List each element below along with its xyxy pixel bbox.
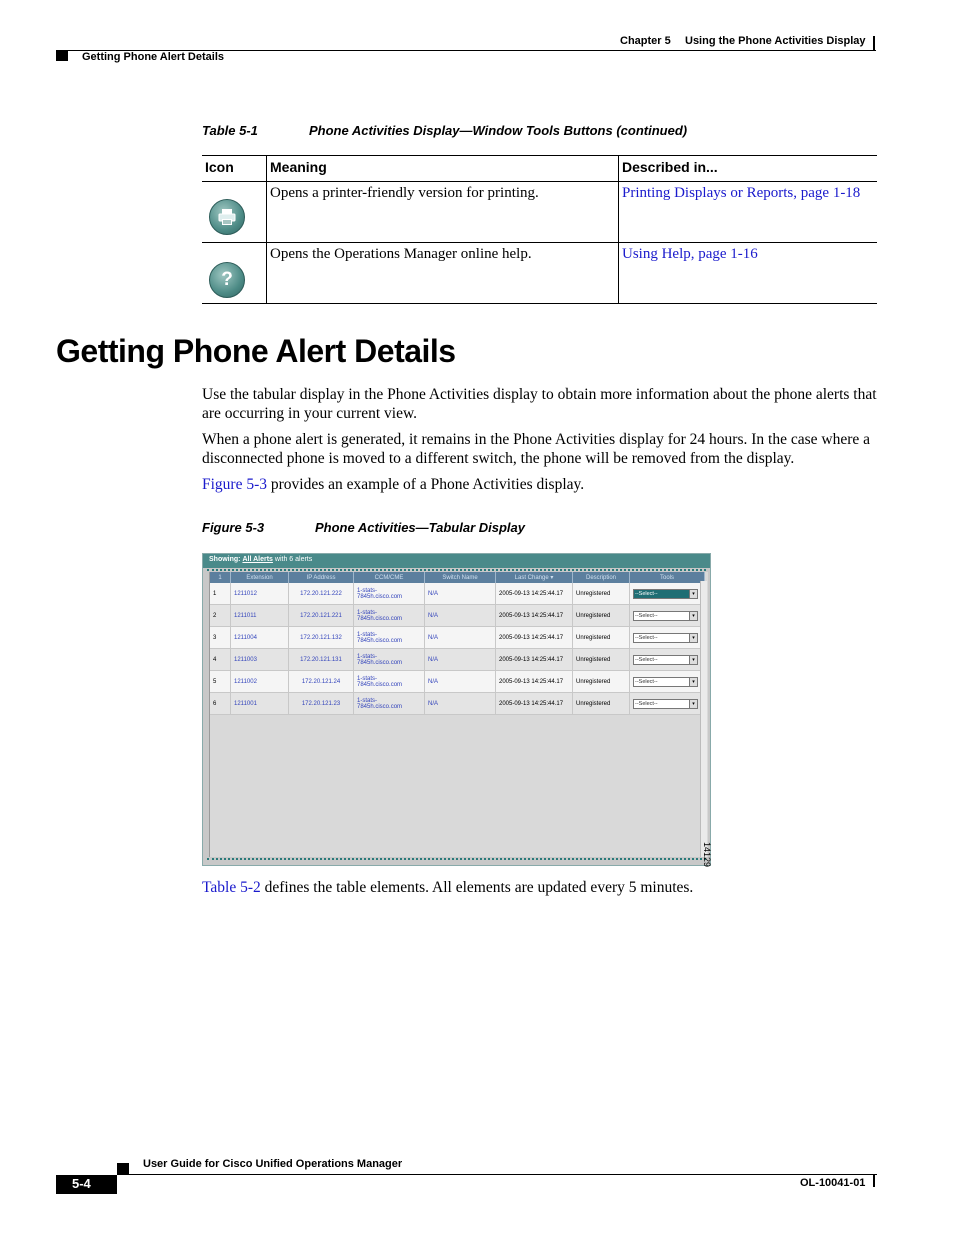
table-row[interactable]: 6 1211001 172.20.121.23 1-stats- 7845h.cisco.com N/A 2005-09-13 14:25:44.17 Unregistered --Select-- ▾	[210, 693, 705, 715]
paragraph-1: Use the tabular display in the Phone Activities display to obtain more information about the phone alerts that are occurring in your current view.	[202, 386, 877, 422]
printing-displays-link[interactable]: Printing Displays or Reports, page 1-18	[622, 185, 861, 201]
table-row	[202, 182, 877, 243]
footer-guide-title: User Guide for Cisco Unified Operations Manager	[143, 1158, 403, 1170]
screenshot-titlebar: Showing: All Alerts with 6 alerts	[203, 554, 710, 568]
header-block	[56, 51, 68, 61]
sort-icon: ▾	[550, 575, 554, 581]
table-row[interactable]: 5 1211002 172.20.121.24 1-stats- 7845h.cisco.com N/A 2005-09-13 14:25:44.17 Unregistered --Select-- ▾	[210, 671, 705, 693]
paragraph-4: Table 5-2 defines the table elements. All elements are updated every 5 minutes.	[202, 879, 694, 896]
row-meaning: Opens a printer-friendly version for printing.	[267, 182, 619, 243]
table-5-2-link[interactable]: Table 5-2	[202, 879, 261, 896]
chevron-down-icon: ▾	[689, 590, 697, 598]
chevron-down-icon: ▾	[689, 612, 697, 620]
header-chapter-title: Using the Phone Activities Display	[685, 35, 866, 47]
all-alerts-link[interactable]: All Alerts	[242, 556, 273, 563]
col-header-described: Described in...	[619, 156, 878, 182]
phone-activities-screenshot	[202, 553, 711, 866]
chevron-down-icon: ▾	[689, 678, 697, 686]
col-index[interactable]: 1	[210, 572, 231, 583]
tools-select[interactable]: --Select-- ▾	[633, 633, 698, 643]
col-tools[interactable]: Tools	[630, 572, 705, 583]
table-row[interactable]: 4 1211003 172.20.121.131 1-stats- 7845h.cisco.com N/A 2005-09-13 14:25:44.17 Unregistered --Select-- ▾	[210, 649, 705, 671]
header-tick	[873, 36, 875, 50]
col-last-change[interactable]: Last Change ▾	[496, 572, 573, 583]
figure-id: 14129	[702, 842, 712, 868]
table-row	[202, 243, 877, 304]
figure-caption-number: Figure 5-3	[202, 520, 265, 535]
using-help-link[interactable]: Using Help, page 1-16	[622, 246, 758, 262]
table-row[interactable]: 1 1211012 172.20.121.222 1-stats- 7845h.cisco.com N/A 2005-09-13 14:25:44.17 Unregistered --Select-- ▾	[210, 583, 705, 605]
help-icon: ?	[209, 262, 245, 298]
tools-select[interactable]: --Select-- ▾	[633, 589, 698, 599]
col-description[interactable]: Description	[573, 572, 630, 583]
window-tools-table	[202, 155, 877, 304]
alerts-table	[210, 572, 705, 715]
figure-caption-title: Phone Activities—Tabular Display	[315, 520, 525, 535]
table-row[interactable]: 2 1211011 172.20.121.221 1-stats- 7845h.cisco.com N/A 2005-09-13 14:25:44.17 Unregistered --Select-- ▾	[210, 605, 705, 627]
col-switch-name[interactable]: Switch Name	[425, 572, 496, 583]
footer-doc-id: OL-10041-01	[800, 1177, 866, 1189]
printer-icon	[209, 199, 245, 235]
tools-select[interactable]: --Select-- ▾	[633, 699, 698, 709]
paragraph-3: Figure 5-3 provides an example of a Phone Activities display.	[202, 476, 585, 493]
tools-select[interactable]: --Select-- ▾	[633, 611, 698, 621]
footer-rule	[117, 1174, 877, 1175]
col-ccm[interactable]: CCM/CME	[354, 572, 425, 583]
col-extension[interactable]: Extension	[231, 572, 289, 583]
vertical-scrollbar[interactable]	[700, 581, 707, 857]
top-dotted-rule	[207, 569, 706, 571]
section-heading: Getting Phone Alert Details	[56, 333, 456, 369]
table-caption-number: Table 5-1	[202, 123, 258, 138]
col-ip-address[interactable]: IP Address	[289, 572, 354, 583]
bottom-dotted-rule	[207, 858, 706, 860]
row-meaning: Opens the Operations Manager online help.	[267, 243, 619, 304]
page-number: 5-4	[72, 1176, 91, 1191]
figure-5-3-link[interactable]: Figure 5-3	[202, 476, 268, 493]
chevron-down-icon: ▾	[689, 634, 697, 642]
paragraph-2: When a phone alert is generated, it remains in the Phone Activities display for 24 hours. In the case where a disconnected phone is moved to a different switch, the phone will be removed from the display.	[202, 431, 871, 467]
tools-select[interactable]: --Select-- ▾	[633, 677, 698, 687]
chevron-down-icon: ▾	[689, 656, 697, 664]
col-header-icon: Icon	[202, 156, 267, 182]
footer-tick	[873, 1175, 875, 1187]
alerts-table-pane	[209, 572, 708, 857]
chevron-down-icon: ▾	[689, 700, 697, 708]
table-caption-title: Phone Activities Display—Window Tools Buttons (continued)	[309, 123, 688, 138]
header-chapter: Chapter 5	[620, 35, 671, 47]
col-header-meaning: Meaning	[267, 156, 619, 182]
table-row[interactable]: 3 1211004 172.20.121.132 1-stats- 7845h.cisco.com N/A 2005-09-13 14:25:44.17 Unregistered --Select-- ▾	[210, 627, 705, 649]
tools-select[interactable]: --Select-- ▾	[633, 655, 698, 665]
header-section: Getting Phone Alert Details	[82, 51, 225, 63]
